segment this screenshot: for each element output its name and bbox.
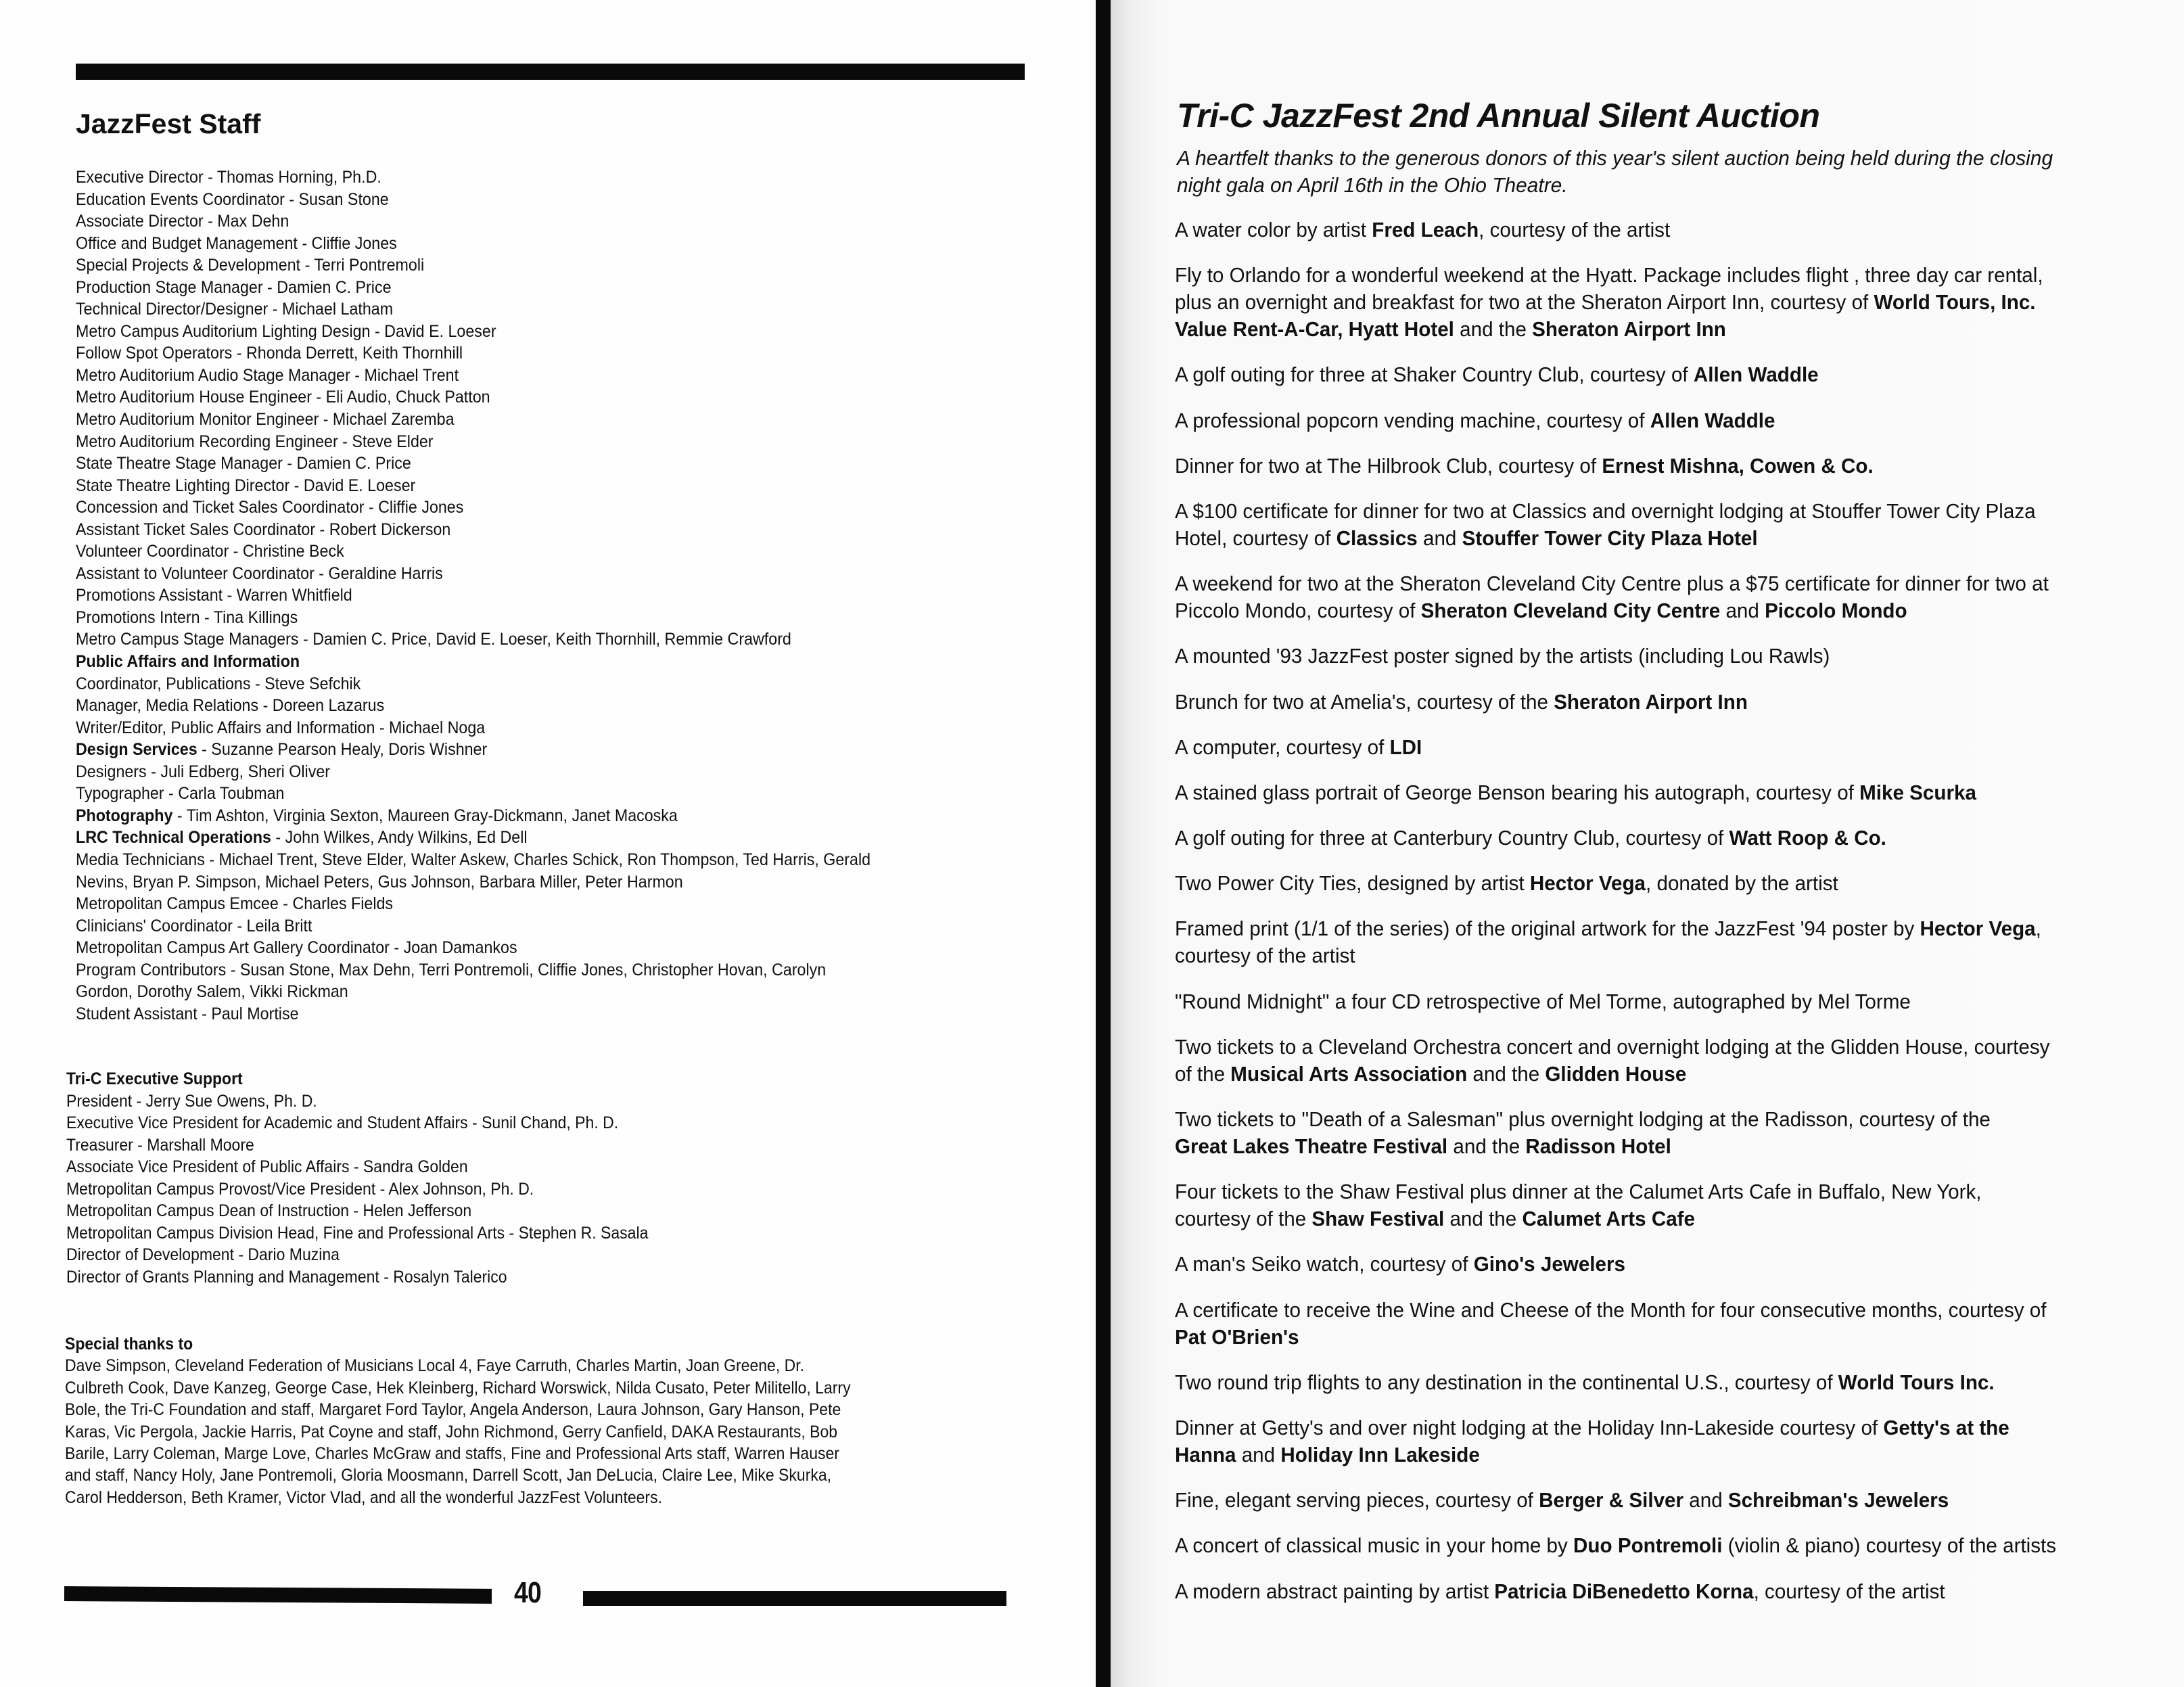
staff-line [76, 717, 969, 739]
bold-name: Getty's at the [1883, 1415, 2009, 1439]
bold-name: Hector Vega [1920, 917, 2036, 941]
text-span: Two tickets to "Death of a Salesman" plus overnight lodging at the Radisson, courtesy of the [1175, 1107, 1991, 1131]
auction-item-line [1175, 1414, 2131, 1441]
bold-name: Great Lakes Theatre Festival [1175, 1134, 1448, 1158]
auction-item-line [1175, 498, 2131, 525]
bold-name: Classics [1336, 526, 1418, 550]
text-span: Assistant Ticket Sales Coordinator - Robert Dickerson [76, 519, 451, 539]
text-span: A modern abstract painting by artist [1175, 1579, 1495, 1603]
text-span: and the [1454, 317, 1533, 342]
exec-support-line: Director of Development - Dario Muzina [66, 1245, 340, 1264]
special-thanks-line: Barile, Larry Coleman, Marge Love, Charles McGraw and staffs, Fine and Professional Arts staff, Warren Hauser [65, 1444, 839, 1464]
auction-item [1175, 1487, 2176, 1514]
text-span: and the [1447, 1134, 1526, 1158]
text-span: Technical Director/Designer - Michael Latham [76, 300, 394, 319]
auction-item-line [1175, 216, 2131, 244]
exec-support-line: Treasurer - Marshall Moore [66, 1135, 254, 1155]
auction-intro [1177, 145, 2085, 199]
special-thanks-line: Karas, Vic Pergola, Jackie Harris, Pat Coyne and staff, John Richmond, Gerry Canfield, DAKA Restaurants, Bob [65, 1422, 838, 1441]
text-span: Promotions Intern - Tina Killings [76, 607, 298, 627]
text-span: , courtesy of the artist [1479, 218, 1671, 241]
auction-item-line [1175, 643, 2131, 670]
staff-line [76, 298, 969, 321]
bold-name: Gino's Jewelers [1473, 1252, 1625, 1276]
text-span: and [1683, 1488, 1728, 1512]
bold-name: Fred Leach [1372, 218, 1479, 241]
auction-item-line [1175, 1178, 2131, 1205]
text-span: A man's Seiko watch, courtesy of [1175, 1252, 1474, 1276]
exec-support-line: President - Jerry Sue Owens, Ph. D. [66, 1091, 317, 1111]
text-span: State Theatre Stage Manager - Damien C. Price [76, 454, 411, 473]
staff-line [76, 365, 969, 387]
exec-support-heading: Tri-C Executive Support [66, 1069, 243, 1088]
bold-name: Watt Roop & Co. [1729, 826, 1886, 850]
text-span: Executive Director - Thomas Horning, Ph.D. [76, 168, 381, 187]
auction-item [1175, 915, 2176, 969]
auction-item-line [1175, 988, 2131, 1015]
text-span: Coordinator, Publications - Steve Sefchik [76, 674, 361, 693]
bold-name: Holiday Inn Lakeside [1280, 1442, 1480, 1466]
auction-item [1175, 361, 2176, 388]
text-span: courtesy of the [1175, 1207, 1312, 1231]
bold-name: Musical Arts Association [1230, 1061, 1468, 1086]
auction-item-line [1175, 1578, 2131, 1605]
auction-item [1175, 453, 2176, 480]
auction-item [1175, 1251, 2176, 1278]
auction-item [1175, 1034, 2176, 1088]
auction-item [1175, 988, 2176, 1015]
bold-name: Schreibman's Jewelers [1727, 1488, 1949, 1512]
staff-line [76, 827, 969, 849]
auction-item [1175, 570, 2176, 624]
text-span: Promotions Assistant - Warren Whitfield [76, 586, 352, 605]
text-span: Program Contributors - Susan Stone, Max Dehn, Terri Pontremoli, Cliffie Jones, Christopher Hovan, Carolyn [76, 960, 827, 979]
text-span: and [1720, 599, 1765, 623]
auction-item [1175, 870, 2176, 897]
text-span: Metro Auditorium House Engineer - Eli Audio, Chuck Patton [76, 388, 490, 407]
special-thanks-line: Bole, the Tri-C Foundation and staff, Margaret Ford Taylor, Angela Anderson, Laura Johnson, Gary Hanson, Pete [65, 1400, 841, 1420]
text-span: State Theatre Lighting Director - David E. Loeser [76, 476, 416, 495]
exec-support-line: Executive Vice President for Academic and Student Affairs - Sunil Chand, Ph. D. [66, 1113, 619, 1132]
text-span: Production Stage Manager - Damien C. Price [76, 277, 392, 297]
exec-support-line: Director of Grants Planning and Management - Rosalyn Talerico [66, 1267, 507, 1287]
special-thanks-heading: Special thanks to [65, 1335, 193, 1354]
text-span: A mounted '93 JazzFest poster signed by the artists (including Lou Rawls) [1175, 644, 1830, 668]
auction-item [1175, 1578, 2176, 1605]
staff-line [76, 584, 969, 607]
footer-rule-left [64, 1586, 492, 1604]
staff-line [76, 607, 969, 629]
auction-item-line [1175, 1251, 2131, 1278]
auction-item-line [1175, 597, 2131, 624]
staff-line [76, 761, 969, 783]
text-span: Special Projects & Development - Terri Pontremoli [76, 256, 425, 275]
exec-support-section [66, 1068, 1027, 1288]
staff-line [76, 189, 969, 211]
staff-line [76, 695, 969, 717]
bold-name: Duo Pontremoli [1573, 1533, 1723, 1558]
staff-line [76, 409, 969, 431]
staff-line [76, 893, 969, 915]
bold-name: Piccolo Mondo [1765, 599, 1907, 623]
exec-support-line: Metropolitan Campus Division Head, Fine and Professional Arts - Stephen R. Sasala [66, 1223, 649, 1243]
text-span: Metropolitan Campus Emcee - Charles Fields [76, 894, 394, 914]
text-span: Framed print (1/1 of the series) of the original artwork for the JazzFest '94 poster by [1175, 917, 1920, 941]
auction-item [1175, 1106, 2176, 1160]
text-span: Writer/Editor, Public Affairs and Information - Michael Noga [76, 718, 486, 737]
auction-item [1175, 779, 2176, 806]
bold-name: Mike Scurka [1859, 780, 1976, 804]
text-span: A golf outing for three at Shaker Country Club, courtesy of [1175, 363, 1694, 387]
auction-item-line [1175, 361, 2131, 388]
auction-item-line [1175, 453, 2131, 480]
staff-line [76, 651, 969, 673]
staff-line [76, 673, 969, 695]
staff-line [76, 871, 969, 894]
special-thanks-section [65, 1333, 1039, 1508]
text-span: A $100 certificate for dinner for two at Classics and overnight lodging at Stouffer Tower City Plaza [1175, 499, 2036, 523]
text-span: Associate Director - Max Dehn [76, 212, 289, 231]
text-span: A weekend for two at the Sheraton Cleveland City Centre plus a $75 certificate for dinner for two at [1175, 572, 2049, 596]
text-span: Metro Campus Auditorium Lighting Design - David E. Loeser [76, 321, 496, 341]
text-span: Two tickets to a Cleveland Orchestra concert and overnight lodging at the Glidden House, courtesy [1175, 1034, 2050, 1059]
text-span: Fly to Orlando for a wonderful weekend at the Hyatt. Package includes flight , three day car rental, [1175, 263, 2043, 287]
text-span: and the [1467, 1061, 1546, 1086]
auction-item [1175, 1178, 2176, 1232]
auction-item-line [1175, 942, 2131, 969]
auction-item [1175, 216, 2176, 244]
staff-line [76, 166, 969, 189]
bold-name: Calumet Arts Cafe [1522, 1207, 1695, 1231]
auction-item-line [1175, 289, 2131, 316]
auction-item [1175, 734, 2176, 761]
bold-name: Value Rent-A-Car, Hyatt Hotel [1175, 317, 1454, 342]
auction-item [1175, 1297, 2176, 1351]
text-span: "Round Midnight" a four CD retrospective of Mel Torme, autographed by Mel Torme [1175, 989, 1911, 1013]
text-span: Fine, elegant serving pieces, courtesy of [1175, 1488, 1539, 1512]
bold-name: Stouffer Tower City Plaza Hotel [1462, 526, 1758, 550]
auction-title: Tri-C JazzFest 2nd Annual Silent Auction [1177, 97, 1820, 135]
staff-line [76, 1003, 969, 1025]
staff-title: JazzFest Staff [76, 108, 261, 139]
auction-item-line [1175, 915, 2131, 942]
text-span: Brunch for two at Amelia's, courtesy of the [1175, 689, 1554, 714]
staff-line [76, 210, 969, 233]
auction-item-line [1175, 570, 2131, 597]
staff-line [76, 959, 969, 981]
intro-line: A heartfelt thanks to the generous donors of this year's silent auction being held during the closing [1177, 146, 2053, 170]
special-thanks-line: Carol Hedderson, Beth Kramer, Victor Vlad, and all the wonderful JazzFest Volunteers. [65, 1487, 662, 1507]
staff-line [76, 475, 969, 497]
bold-name: Berger & Silver [1539, 1488, 1684, 1512]
bold-name: Public Affairs and Information [76, 652, 300, 672]
bold-name: Sheraton Airport Inn [1532, 317, 1726, 342]
staff-line [76, 496, 969, 519]
bold-name: Ernest Mishna, Cowen & Co. [1602, 453, 1874, 478]
special-thanks-line: Dave Simpson, Cleveland Federation of Musicians Local 4, Faye Carruth, Charles Martin, Joan Greene, Dr. [65, 1356, 805, 1376]
text-span: Volunteer Coordinator - Christine Beck [76, 542, 344, 561]
auction-item-line [1175, 1297, 2131, 1324]
staff-line [76, 937, 969, 959]
text-span: A concert of classical music in your home by [1175, 1533, 1574, 1558]
text-span: - Tim Ashton, Virginia Sexton, Maureen Gray-Dickmann, Janet Macoska [172, 806, 678, 825]
text-span: Metropolitan Campus Art Gallery Coordinator - Joan Damankos [76, 938, 517, 958]
text-span: Gordon, Dorothy Salem, Vikki Rickman [76, 982, 348, 1002]
special-thanks-line: and staff, Nancy Holy, Jane Pontremoli, Gloria Moosmann, Darrell Scott, Jan DeLucia, Claire Lee, Mike Skurka, [65, 1466, 832, 1485]
text-span: Metro Auditorium Monitor Engineer - Michael Zaremba [76, 410, 455, 430]
auction-item [1175, 498, 2176, 552]
text-span: Dinner at Getty's and over night lodging at the Holiday Inn-Lakeside courtesy of [1175, 1415, 1884, 1439]
intro-line: night gala on April 16th in the Ohio Theatre. [1177, 173, 1568, 197]
text-span: and the [1444, 1207, 1523, 1231]
text-span: A certificate to receive the Wine and Cheese of the Month for four consecutive months, courtesy of [1175, 1297, 2047, 1322]
text-span: Clinicians' Coordinator - Leila Britt [76, 916, 312, 935]
auction-item-line [1175, 1324, 2131, 1351]
staff-line [76, 540, 969, 563]
staff-line [76, 233, 969, 255]
auction-item-line [1175, 1106, 2131, 1133]
text-span: Manager, Media Relations - Doreen Lazarus [76, 696, 385, 716]
text-span: Typographer - Carla Toubman [76, 784, 285, 804]
auction-item-line [1175, 1532, 2131, 1559]
text-span: Education Events Coordinator - Susan Stone [76, 189, 389, 209]
auction-item-line [1175, 316, 2131, 343]
auction-item-line [1175, 407, 2131, 434]
auction-item-line [1175, 870, 2131, 897]
bold-name: Photography [76, 806, 173, 825]
bold-name: World Tours, Inc. [1874, 290, 2036, 315]
auction-item [1175, 407, 2176, 434]
text-span: Designers - Juli Edberg, Sheri Oliver [76, 762, 331, 781]
auction-item [1175, 689, 2176, 716]
text-span: courtesy of the artist [1175, 944, 1355, 968]
staff-line [76, 321, 969, 343]
auction-item-line [1175, 1034, 2131, 1061]
text-span: A professional popcorn vending machine, courtesy of [1175, 408, 1650, 432]
text-span: , courtesy of the artist [1753, 1579, 1945, 1603]
text-span: Piccolo Mondo, courtesy of [1175, 599, 1421, 623]
auction-item-line [1175, 262, 2131, 289]
staff-line [76, 277, 969, 299]
special-thanks-line: Culbreth Cook, Dave Kanzeg, George Case, Hek Kleinberg, Richard Worswick, Nilda Cusato, Peter Militello, Larry [65, 1378, 851, 1397]
staff-line [76, 519, 969, 541]
text-span: Two round trip flights to any destination in the continental U.S., courtesy of [1175, 1370, 1838, 1394]
auction-item-line [1175, 1205, 2131, 1232]
text-span: Metro Auditorium Recording Engineer - Steve Elder [76, 432, 434, 451]
text-span: , donated by the artist [1646, 871, 1838, 896]
auction-item-line [1175, 1133, 2131, 1160]
text-span: Office and Budget Management - Cliffie Jones [76, 233, 397, 253]
text-span: Media Technicians - Michael Trent, Steve Elder, Walter Askew, Charles Schick, Ron Thompson, Ted Harris, Gerald [76, 850, 871, 869]
staff-line [76, 431, 969, 453]
staff-line [76, 563, 969, 585]
text-span: of the [1175, 1061, 1231, 1086]
auction-item-line [1175, 734, 2131, 761]
staff-line [76, 915, 969, 938]
text-span: Follow Spot Operators - Rhonda Derrett, Keith Thornhill [76, 344, 463, 363]
staff-line [76, 386, 969, 409]
auction-item [1175, 1369, 2176, 1396]
bold-name: Allen Waddle [1650, 408, 1775, 432]
staff-line [76, 342, 969, 365]
text-span: A water color by artist [1175, 218, 1372, 241]
auction-item-line [1175, 1369, 2131, 1396]
bold-name: Design Services [76, 740, 198, 760]
auction-item-line [1175, 525, 2131, 552]
staff-list [76, 166, 1036, 1025]
text-span: Metro Campus Stage Managers - Damien C. Price, David E. Loeser, Keith Thornhill, Remmie Crawford [76, 630, 791, 649]
text-span: A golf outing for three at Canterbury Country Club, courtesy of [1175, 826, 1729, 850]
staff-line [76, 453, 969, 475]
bold-name: Sheraton Airport Inn [1554, 689, 1748, 714]
staff-line [76, 783, 969, 805]
text-span: Hotel, courtesy of [1175, 526, 1337, 550]
text-span: (violin & piano) courtesy of the artists [1722, 1533, 2057, 1558]
auction-item [1175, 643, 2176, 670]
staff-line [76, 981, 969, 1003]
staff-line [76, 254, 969, 277]
text-span: - John Wilkes, Andy Wilkins, Ed Dell [271, 828, 528, 848]
text-span: Dinner for two at The Hilbrook Club, courtesy of [1175, 453, 1602, 478]
auction-item [1175, 825, 2176, 852]
bold-name: Hanna [1175, 1442, 1236, 1466]
auction-item [1175, 262, 2176, 343]
text-span: and [1417, 526, 1462, 550]
bold-name: LDI [1389, 735, 1422, 759]
staff-line [76, 628, 969, 651]
auction-item-line [1175, 1487, 2131, 1514]
text-span: Two Power City Ties, designed by artist [1175, 871, 1530, 896]
exec-support-line: Associate Vice President of Public Affairs - Sandra Golden [66, 1157, 468, 1176]
footer-rule-right [583, 1591, 1006, 1606]
text-span: A computer, courtesy of [1175, 735, 1390, 759]
text-span: Nevins, Bryan P. Simpson, Michael Peters, Gus Johnson, Barbara Miller, Peter Harmon [76, 872, 683, 892]
bold-name: World Tours Inc. [1838, 1370, 1995, 1394]
text-span: plus an overnight and breakfast for two at the Sheraton Airport Inn, courtesy of [1175, 290, 1874, 315]
text-span: , [2035, 917, 2041, 941]
book-spine [1096, 0, 1111, 1687]
bold-name: Shaw Festival [1311, 1207, 1445, 1231]
text-span: Concession and Ticket Sales Coordinator - Cliffie Jones [76, 498, 464, 517]
exec-support-line: Metropolitan Campus Dean of Instruction - Helen Jefferson [66, 1201, 472, 1220]
bold-name: Sheraton Cleveland City Centre [1420, 599, 1721, 623]
staff-line [76, 849, 969, 871]
auction-item-line [1175, 825, 2131, 852]
auction-item-line [1175, 1061, 2131, 1088]
bold-name: Hector Vega [1529, 871, 1646, 896]
staff-line [76, 739, 969, 761]
text-span: and [1236, 1442, 1281, 1466]
bold-name: Pat O'Brien's [1175, 1324, 1299, 1349]
bold-name: Allen Waddle [1693, 363, 1819, 387]
exec-support-line: Metropolitan Campus Provost/Vice President - Alex Johnson, Ph. D. [66, 1179, 534, 1199]
top-rule [76, 64, 1025, 80]
text-span: Metro Auditorium Audio Stage Manager - Michael Trent [76, 365, 459, 385]
auction-item-line [1175, 779, 2131, 806]
text-span: Assistant to Volunteer Coordinator - Geraldine Harris [76, 563, 443, 583]
text-span: - Suzanne Pearson Healy, Doris Wishner [197, 740, 488, 760]
text-span: Student Assistant - Paul Mortise [76, 1004, 299, 1023]
auction-item-line [1175, 1441, 2131, 1469]
bold-name: LRC Technical Operations [76, 828, 271, 848]
auction-list [1175, 216, 2176, 1623]
bold-name: Glidden House [1545, 1061, 1687, 1086]
staff-line [76, 805, 969, 827]
bold-name: Radisson Hotel [1525, 1134, 1671, 1158]
auction-item [1175, 1532, 2176, 1559]
text-span: A stained glass portrait of George Benson bearing his autograph, courtesy of [1175, 780, 1860, 804]
auction-item-line [1175, 689, 2131, 716]
auction-item [1175, 1414, 2176, 1469]
text-span: Four tickets to the Shaw Festival plus dinner at the Calumet Arts Cafe in Buffalo, New York, [1175, 1180, 1982, 1204]
bold-name: Patricia DiBenedetto Korna [1494, 1579, 1754, 1603]
page-number: 40 [514, 1576, 541, 1609]
